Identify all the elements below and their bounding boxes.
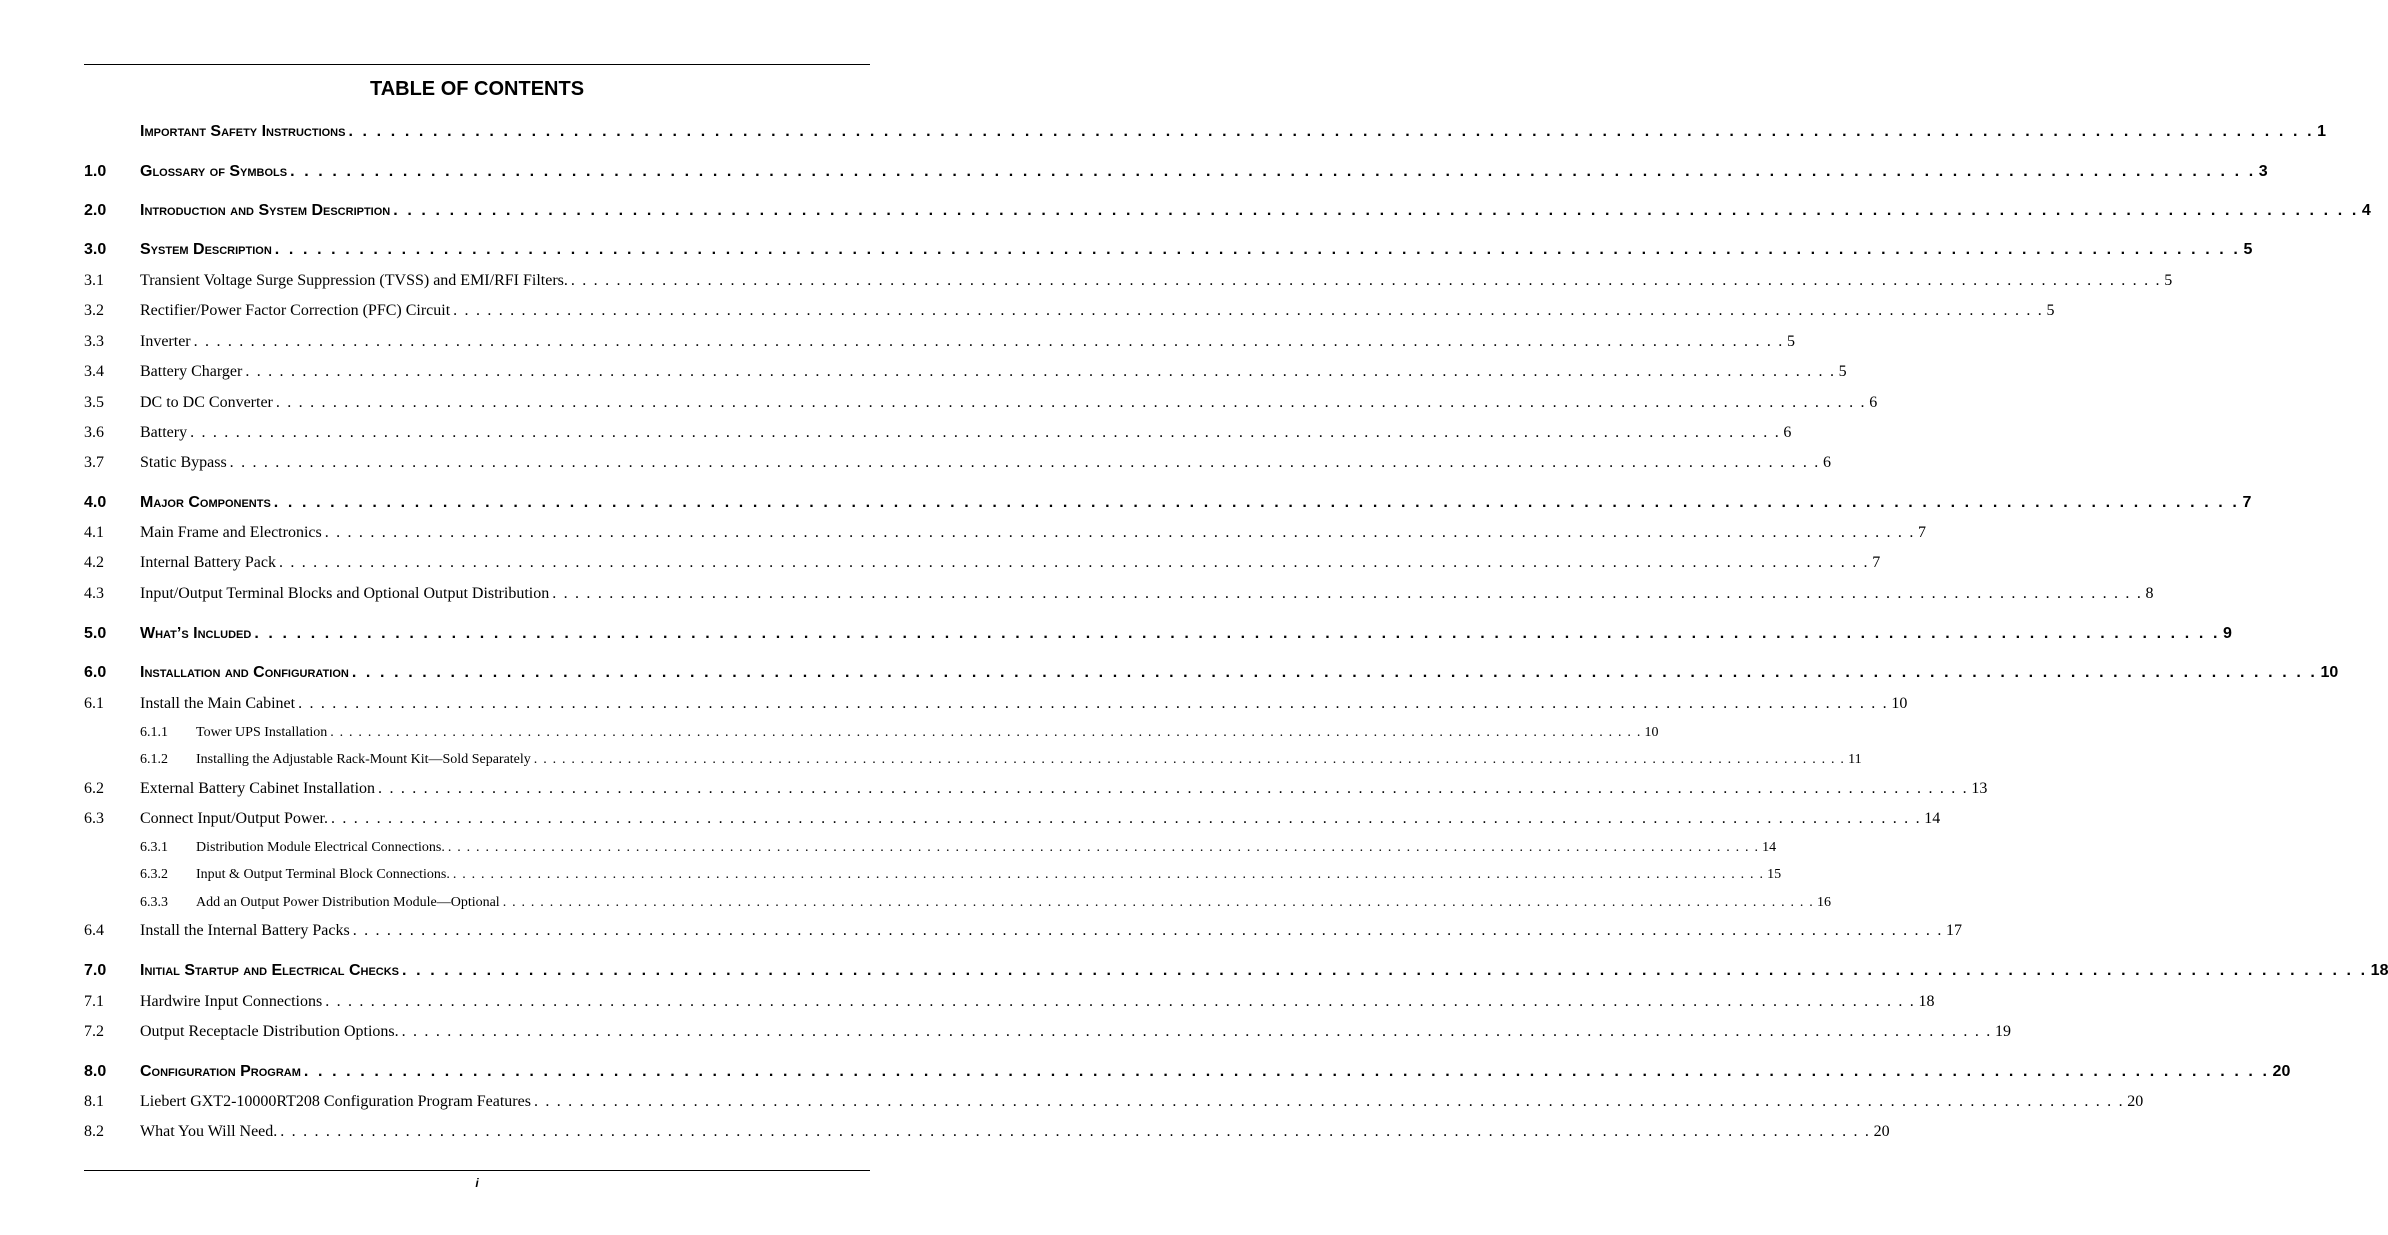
dot-leader: . . . . . . . . . . . . . . . . . . . . . . . . . . . . . . . . . . . . . . . . . . . . . . . . . . . . . . . . . . . . . . . . . . . . . . . . . . . . . . . . . . . . . . . . . . . . . . . . . . . . . . . . . . . . . . . . . . . . . . . . . . . . . . . . . . . . . . . . . . . . (330, 810, 1922, 827)
toc-entry-number: 4.1 (84, 524, 104, 541)
toc-entry-title: Installing the Adjustable Rack-Mount Kit—Sold Separately (196, 752, 531, 767)
toc-entry-title: Static Bypass (140, 454, 227, 471)
toc-entry-page: 6 (1783, 424, 1792, 441)
dot-leader: . . . . . . . . . . . . . . . . . . . . . . . . . . . . . . . . . . . . . . . . . . . . . . . . . . . . . . . . . . . . . . . . . . . . . . . . . . . . . . . . . . . . . . . . . . . . . . . . . . . . . . . . . . . . . . . . . . . . . . . . . . . . . . . . . . . . . . . . . . . . (190, 424, 1781, 441)
toc-entry[interactable] (84, 725, 1659, 747)
toc-entry-number: 7.2 (84, 1023, 104, 1040)
toc-entry-page: 14 (1762, 840, 1777, 855)
dot-leader: . . . . . . . . . . . . . . . . . . . . . . . . . . . . . . . . . . . . . . . . . . . . . . . . . . . . . . . . . . . . . . . . . . . . . . . . . . . . . . . . . . . . . . . . . . . . . . . . . . . . . . . . . . . . . . . . . . . . . . . . . . . . . . . . . . . . . . . . . . . . (452, 867, 1765, 882)
toc-entry-title: Major Components (140, 494, 271, 511)
dot-leader: . . . . . . . . . . . . . . . . . . . . . . . . . . . . . . . . . . . . . . . . . . . . . . . . . . . . . . . . . . . . . . . . . . . . . . . . . . . . . . . . . . . . . . . . . . . . . . . . . . . . . . . . . . . . . . . . . . . . . . . . . . . . . . . . . . . . . . . . . . . . (352, 922, 1944, 939)
toc-entry[interactable] (84, 163, 2268, 185)
toc-entry[interactable] (84, 625, 2232, 647)
toc-entry-number: 6.1 (84, 695, 104, 712)
toc-entry-number: 3.2 (84, 302, 104, 319)
toc-entry[interactable] (84, 867, 1782, 889)
dot-leader: . . . . . . . . . . . . . . . . . . . . . . . . . . . . . . . . . . . . . . . . . . . . . . . . . . . . . . . . . . . . . . . . . . . . . . . . . . . . . . . . . . . . . . . . . . . . . . . . . . . . . . . . . . . . . . . . . . . . . . . . . . . . . . . . . . . . . . . . . . . . (229, 454, 1820, 471)
toc-entry-number: 3.1 (84, 272, 104, 289)
toc-entry-title: Introduction and System Description (140, 202, 391, 219)
dot-leader: . . . . . . . . . . . . . . . . . . . . . . . . . . . . . . . . . . . . . . . . . . . . . . . . . . . . . . . . . . . . . . . . . . . . . . . . . . . . . . . . . . . . . . . . . . . . . . . . . . . . . . . . . . . . . . . . . . . . . . . . . . . . . . . . . . . . . . . . . . . . (193, 333, 1784, 350)
toc-entry-page: 11 (1848, 752, 1862, 767)
toc-entry[interactable] (84, 123, 2327, 145)
toc-entry[interactable] (84, 695, 1908, 717)
toc-entry[interactable] (84, 1023, 2011, 1045)
toc-entry-number: 3.6 (84, 424, 104, 441)
toc-entry-title: Install the Internal Battery Packs (140, 922, 350, 939)
toc-entry-number: 3.3 (84, 333, 104, 350)
toc-entry-title: Initial Startup and Electrical Checks (140, 962, 400, 979)
toc-entry-number: 3.4 (84, 363, 104, 380)
dot-leader: . . . . . . . . . . . . . . . . . . . . . . . . . . . . . . . . . . . . . . . . . . . . . . . . . . . . . . . . . . . . . . . . . . . . . . . . . . . . . . . . . . . . . . . . . . . . . . . . . . . . . . . . . . . . . . . . . . . . . . . . . . . . . . . . . . . . . . . . . . . . (447, 840, 1760, 855)
dot-leader: . . . . . . . . . . . . . . . . . . . . . . . . . . . . . . . . . . . . . . . . . . . . . . . . . . . . . . . . . . . . . . . . . . . . . . . . . . . . . . . . . . . . . . . . . . . . . . . . . . . . . . . . . . . . . . . . . . . . . . . . . . . . . . . . . . . . . . . . . . . . (330, 725, 1642, 740)
toc-entry-number: 6.1.2 (140, 752, 168, 767)
toc-entry-title: Liebert GXT2-10000RT208 Configuration Program Features (140, 1093, 531, 1110)
toc-entry-number: 7.1 (84, 993, 104, 1010)
dot-leader: . . . . . . . . . . . . . . . . . . . . . . . . . . . . . . . . . . . . . . . . . . . . . . . . . . . . . . . . . . . . . . . . . . . . . . . . . . . . . . . . . . . . . . . . . . . . . . . . . . . . . . . . . . . . . . . . . . . . . . . . . . . . . . . . . . . . . . . . . . . . (245, 363, 1836, 380)
toc-entry-page: 16 (1817, 895, 1832, 910)
dot-leader: . . . . . . . . . . . . . . . . . . . . . . . . . . . . . . . . . . . . . . . . . . . . . . . . . . . . . . . . . . . . . . . . . . . . . . . . . . . . . . . . . . . . . . . . . . . . . . . . . . . . . . . . . . . . . . . . . . . . . . . . . . . . . . . . . . . . . . . . . . . . (254, 625, 2220, 642)
toc-entry-number: 6.4 (84, 922, 104, 939)
toc-entry-page: 6 (1822, 454, 1831, 471)
toc-entry-title: What’s Included (140, 625, 252, 642)
toc-entry-number: 6.3 (84, 810, 104, 827)
dot-leader: . . . . . . . . . . . . . . . . . . . . . . . . . . . . . . . . . . . . . . . . . . . . . . . . . . . . . . . . . . . . . . . . . . . . . . . . . . . . . . . . . . . . . . . . . . . . . . . . . . . . . . . . . . . . . . . . . . . . . . . . . . . . . . . . . . . . . . . . . . . . (275, 394, 1867, 411)
toc-entry-page: 18 (2370, 962, 2388, 979)
toc-entry-number: 8.1 (84, 1093, 104, 1110)
toc-entry[interactable] (84, 1063, 2291, 1085)
toc-entry-page: 7 (2242, 494, 2252, 511)
dot-leader: . . . . . . . . . . . . . . . . . . . . . . . . . . . . . . . . . . . . . . . . . . . . . . . . . . . . . . . . . . . . . . . . . . . . . . . . . . . . . . . . . . . . . . . . . . . . . . . . . . . . . . . . . . . . . . . . . . . . . . . . . . . . . . . . . . . . . . . . . . . . (303, 1063, 2270, 1080)
toc-entry-title: Output Receptacle Distribution Options. (140, 1023, 399, 1040)
toc-entry-page: 17 (1946, 922, 1963, 939)
toc-entry-title: Distribution Module Electrical Connections. (196, 840, 445, 855)
toc-entry-number: 3.5 (84, 394, 104, 411)
toc-entry-number: 4.2 (84, 554, 104, 571)
toc-entry-page: 14 (1924, 810, 1941, 827)
toc-entry-number: 5.0 (84, 625, 107, 642)
dot-leader: . . . . . . . . . . . . . . . . . . . . . . . . . . . . . . . . . . . . . . . . . . . . . . . . . . . . . . . . . . . . . . . . . . . . . . . . . . . . . . . . . . . . . . . . . . . . . . . . . . . . . . . . . . . . . . . . . . . . . . . . . . . . . . . . . . . . . . . . . . . . (280, 1123, 1871, 1140)
toc-entry-page: 20 (1873, 1123, 1890, 1140)
toc-entry-page: 7 (1872, 554, 1881, 571)
toc-entry-number: 6.3.1 (140, 840, 168, 855)
toc-entry[interactable] (84, 752, 1862, 774)
toc-entry[interactable] (84, 554, 1881, 576)
toc-entry-page: 5 (2046, 302, 2055, 319)
toc-entry[interactable] (84, 454, 1831, 476)
toc-entry-page: 10 (1891, 695, 1908, 712)
toc-entry[interactable] (84, 922, 1963, 944)
dot-leader: . . . . . . . . . . . . . . . . . . . . . . . . . . . . . . . . . . . . . . . . . . . . . . . . . . . . . . . . . . . . . . . . . . . . . . . . . . . . . . . . . . . . . . . . . . . . . . . . . . . . . . . . . . . . . . . . . . . . . . . . . . . . . . . . . . . . . . . . . . . . (290, 163, 2256, 180)
toc-entry-title: Add an Output Power Distribution Module—Optional (196, 895, 500, 910)
toc-entry[interactable] (84, 202, 2371, 224)
toc-entry-title: Battery Charger (140, 363, 243, 380)
dot-leader: . . . . . . . . . . . . . . . . . . . . . . . . . . . . . . . . . . . . . . . . . . . . . . . . . . . . . . . . . . . . . . . . . . . . . . . . . . . . . . . . . . . . . . . . . . . . . . . . . . . . . . . . . . . . . . . . . . . . . . . . . . . . . . . . . . . . . . . . . . . . (378, 780, 1969, 797)
toc-entry-number: 7.0 (84, 962, 107, 979)
dot-leader: . . . . . . . . . . . . . . . . . . . . . . . . . . . . . . . . . . . . . . . . . . . . . . . . . . . . . . . . . . . . . . . . . . . . . . . . . . . . . . . . . . . . . . . . . . . . . . . . . . . . . . . . . . . . . . . . . . . . . . . . . . . . . . . . . . . . . . . . . . . . (325, 993, 1916, 1010)
toc-entry-title: DC to DC Converter (140, 394, 273, 411)
toc-entry[interactable] (84, 494, 2252, 516)
dot-leader: . . . . . . . . . . . . . . . . . . . . . . . . . . . . . . . . . . . . . . . . . . . . . . . . . . . . . . . . . . . . . . . . . . . . . . . . . . . . . . . . . . . . . . . . . . . . . . . . . . . . . . . . . . . . . . . . . . . . . . . . . . . . . . . . . . . . . . . . . . . . (348, 123, 2315, 140)
toc-entry-number: 6.3.2 (140, 867, 168, 882)
toc-entry-page: 5 (2243, 241, 2253, 258)
toc-entry-title: External Battery Cabinet Installation (140, 780, 376, 797)
toc-entry-page: 5 (1786, 333, 1795, 350)
toc-entry-title: Configuration Program (140, 1063, 301, 1080)
toc-entry[interactable] (84, 1093, 2144, 1115)
dot-leader: . . . . . . . . . . . . . . . . . . . . . . . . . . . . . . . . . . . . . . . . . . . . . . . . . . . . . . . . . . . . . . . . . . . . . . . . . . . . . . . . . . . . . . . . . . . . . . . . . . . . . . . . . . . . . . . . . . . . . . . . . . . . . . . . . . . . . . . . . . . . (401, 1023, 1992, 1040)
toc-entry-page: 20 (2127, 1093, 2144, 1110)
toc-entry[interactable] (84, 585, 2154, 607)
dot-leader: . . . . . . . . . . . . . . . . . . . . . . . . . . . . . . . . . . . . . . . . . . . . . . . . . . . . . . . . . . . . . . . . . . . . . . . . . . . . . . . . . . . . . . . . . . . . . . . . . . . . . . . . . . . . . . . . . . . . . . . . . . . . . . . . . . . . . . . . . . . . (533, 1093, 2125, 1110)
toc-entry-title: System Description (140, 241, 272, 258)
toc-entry-title: Inverter (140, 333, 191, 350)
dot-leader: . . . . . . . . . . . . . . . . . . . . . . . . . . . . . . . . . . . . . . . . . . . . . . . . . . . . . . . . . . . . . . . . . . . . . . . . . . . . . . . . . . . . . . . . . . . . . . . . . . . . . . . . . . . . . . . . . . . . . . . . . . . . . . . . . . . . . . . . . . . . (402, 962, 2368, 979)
toc-entry[interactable] (84, 272, 2173, 294)
toc-entry-title: Install the Main Cabinet (140, 695, 296, 712)
toc-entry[interactable] (84, 524, 1927, 546)
dot-leader: . . . . . . . . . . . . . . . . . . . . . . . . . . . . . . . . . . . . . . . . . . . . . . . . . . . . . . . . . . . . . . . . . . . . . . . . . . . . . . . . . . . . . . . . . . . . . . . . . . . . . . . . . . . . . . . . . . . . . . . . . . . . . . . . . . . . . . . . . . . . (533, 752, 1846, 767)
toc-entry-title: Input/Output Terminal Blocks and Optional Output Distribution (140, 585, 550, 602)
toc-entry[interactable] (84, 302, 2055, 324)
toc-entry[interactable] (84, 424, 1792, 446)
toc-entry-page: 5 (2164, 272, 2173, 289)
toc-entry-page: 15 (1767, 867, 1782, 882)
toc-entry-page: 8 (2145, 585, 2154, 602)
toc-entry-title: Hardwire Input Connections (140, 993, 323, 1010)
dot-leader: . . . . . . . . . . . . . . . . . . . . . . . . . . . . . . . . . . . . . . . . . . . . . . . . . . . . . . . . . . . . . . . . . . . . . . . . . . . . . . . . . . . . . . . . . . . . . . . . . . . . . . . . . . . . . . . . . . . . . . . . . . . . . . . . . . . . . . . . . . . . (393, 202, 2359, 219)
dot-leader: . . . . . . . . . . . . . . . . . . . . . . . . . . . . . . . . . . . . . . . . . . . . . . . . . . . . . . . . . . . . . . . . . . . . . . . . . . . . . . . . . . . . . . . . . . . . . . . . . . . . . . . . . . . . . . . . . . . . . . . . . . . . . . . . . . . . . . . . . . . . (324, 524, 1916, 541)
dot-leader: . . . . . . . . . . . . . . . . . . . . . . . . . . . . . . . . . . . . . . . . . . . . . . . . . . . . . . . . . . . . . . . . . . . . . . . . . . . . . . . . . . . . . . . . . . . . . . . . . . . . . . . . . . . . . . . . . . . . . . . . . . . . . . . . . . . . . . . . . . . . (570, 272, 2162, 289)
toc-entry[interactable] (84, 363, 1847, 385)
toc-entry-number: 3.0 (84, 241, 107, 258)
toc-entry[interactable] (84, 394, 1878, 416)
toc-entry-title: Connect Input/Output Power. (140, 810, 328, 827)
toc-entry-title: Installation and Configuration (140, 664, 349, 681)
toc-entry[interactable] (84, 664, 2339, 686)
dot-leader: . . . . . . . . . . . . . . . . . . . . . . . . . . . . . . . . . . . . . . . . . . . . . . . . . . . . . . . . . . . . . . . . . . . . . . . . . . . . . . . . . . . . . . . . . . . . . . . . . . . . . . . . . . . . . . . . . . . . . . . . . . . . . . . . . . . . . . . . . . . . (502, 895, 1815, 910)
toc-entry-page: 1 (2317, 123, 2327, 140)
toc-entry[interactable] (84, 810, 1941, 832)
dot-leader: . . . . . . . . . . . . . . . . . . . . . . . . . . . . . . . . . . . . . . . . . . . . . . . . . . . . . . . . . . . . . . . . . . . . . . . . . . . . . . . . . . . . . . . . . . . . . . . . . . . . . . . . . . . . . . . . . . . . . . . . . . . . . . . . . . . . . . . . . . . . (274, 241, 2241, 258)
toc-entry-title: Internal Battery Pack (140, 554, 276, 571)
toc-entry-page: 6 (1869, 394, 1878, 411)
toc-entry-number: 6.0 (84, 664, 107, 681)
toc-entry-number: 1.0 (84, 163, 107, 180)
toc-entry[interactable] (84, 1123, 1890, 1145)
toc-entry[interactable] (84, 962, 2388, 984)
toc-entry-title: Battery (140, 424, 188, 441)
toc-entry-page: 10 (2320, 664, 2339, 681)
toc-entry-number: 8.2 (84, 1123, 104, 1140)
toc-entry-page: 3 (2258, 163, 2268, 180)
toc-entry[interactable] (84, 993, 1935, 1015)
toc-entry-page: 18 (1918, 993, 1935, 1010)
dot-leader: . . . . . . . . . . . . . . . . . . . . . . . . . . . . . . . . . . . . . . . . . . . . . . . . . . . . . . . . . . . . . . . . . . . . . . . . . . . . . . . . . . . . . . . . . . . . . . . . . . . . . . . . . . . . . . . . . . . . . . . . . . . . . . . . . . . . . . . . . . . . (278, 554, 1870, 571)
toc-entry-page: 20 (2272, 1063, 2291, 1080)
toc-entry-number: 4.0 (84, 494, 107, 511)
bottom-rule (84, 1170, 870, 1171)
toc-entry-number: 6.1.1 (140, 725, 168, 740)
toc-entry-title: Important Safety Instructions (140, 123, 346, 140)
toc-entry-title: Rectifier/Power Factor Correction (PFC) Circuit (140, 302, 451, 319)
toc-entry-page: 7 (1918, 524, 1927, 541)
page-number: i (475, 1176, 479, 1190)
toc-entry-title: Input & Output Terminal Block Connections. (196, 867, 450, 882)
toc-entry-title: Main Frame and Electronics (140, 524, 322, 541)
top-rule (84, 64, 870, 65)
toc-entry-number: 4.3 (84, 585, 104, 602)
toc-entry-page: 10 (1644, 725, 1659, 740)
toc-entry[interactable] (84, 840, 1777, 862)
dot-leader: . . . . . . . . . . . . . . . . . . . . . . . . . . . . . . . . . . . . . . . . . . . . . . . . . . . . . . . . . . . . . . . . . . . . . . . . . . . . . . . . . . . . . . . . . . . . . . . . . . . . . . . . . . . . . . . . . . . . . . . . . . . . . . . . . . . . . . . . . . . . (298, 695, 1889, 712)
dot-leader: . . . . . . . . . . . . . . . . . . . . . . . . . . . . . . . . . . . . . . . . . . . . . . . . . . . . . . . . . . . . . . . . . . . . . . . . . . . . . . . . . . . . . . . . . . . . . . . . . . . . . . . . . . . . . . . . . . . . . . . . . . . . . . . . . . . . . . . . . . . . (351, 664, 2318, 681)
toc-entry-number: 8.0 (84, 1063, 107, 1080)
toc-entry-page: 19 (1994, 1023, 2011, 1040)
dot-leader: . . . . . . . . . . . . . . . . . . . . . . . . . . . . . . . . . . . . . . . . . . . . . . . . . . . . . . . . . . . . . . . . . . . . . . . . . . . . . . . . . . . . . . . . . . . . . . . . . . . . . . . . . . . . . . . . . . . . . . . . . . . . . . . . . . . . . . . . . . . . (273, 494, 2240, 511)
toc-entry-title: Tower UPS Installation (196, 725, 328, 740)
toc-entry-title: Glossary of Symbols (140, 163, 288, 180)
toc-entry-title: What You Will Need. (140, 1123, 278, 1140)
toc-entry[interactable] (84, 895, 1832, 917)
toc-entry[interactable] (84, 780, 1988, 802)
toc-entry-number: 6.3.3 (140, 895, 168, 910)
toc-entry-page: 13 (1971, 780, 1988, 797)
dot-leader: . . . . . . . . . . . . . . . . . . . . . . . . . . . . . . . . . . . . . . . . . . . . . . . . . . . . . . . . . . . . . . . . . . . . . . . . . . . . . . . . . . . . . . . . . . . . . . . . . . . . . . . . . . . . . . . . . . . . . . . . . . . . . . . . . . . . . . . . . . . . (453, 302, 2044, 319)
toc-entry-number: 3.7 (84, 454, 104, 471)
page-title: TABLE OF CONTENTS (369, 78, 585, 100)
dot-leader: . . . . . . . . . . . . . . . . . . . . . . . . . . . . . . . . . . . . . . . . . . . . . . . . . . . . . . . . . . . . . . . . . . . . . . . . . . . . . . . . . . . . . . . . . . . . . . . . . . . . . . . . . . . . . . . . . . . . . . . . . . . . . . . . . . . . . . . . . . . . (552, 585, 2143, 602)
toc-entry-page: 4 (2361, 202, 2371, 219)
toc-entry[interactable] (84, 241, 2253, 263)
toc-entry[interactable] (84, 333, 1795, 355)
toc-entry-number: 2.0 (84, 202, 107, 219)
toc-entry-page: 9 (2222, 625, 2232, 642)
toc-entry-title: Transient Voltage Surge Suppression (TVSS) and EMI/RFI Filters. (140, 272, 568, 289)
toc-entry-page: 5 (1838, 363, 1847, 380)
toc-entry-number: 6.2 (84, 780, 104, 797)
